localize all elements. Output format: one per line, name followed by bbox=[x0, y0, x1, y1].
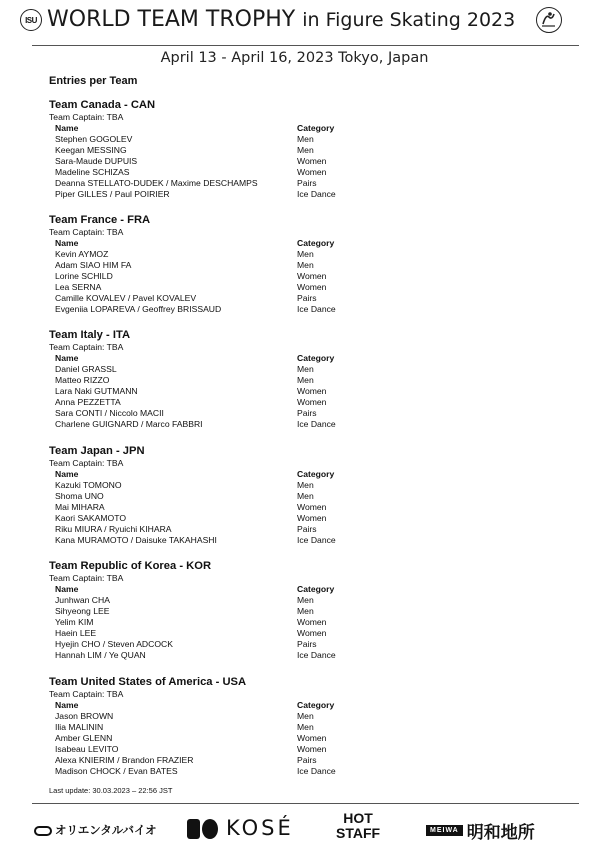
column-header-category: Category bbox=[297, 353, 335, 363]
table-row bbox=[49, 595, 449, 606]
entry-name: Hyejin CHO / Steven ADCOCK bbox=[55, 639, 173, 649]
entry-name: Lara Naki GUTMANN bbox=[55, 386, 138, 396]
entry-name: Haein LEE bbox=[55, 628, 97, 638]
team-captain: Team Captain: TBA bbox=[49, 573, 124, 583]
entry-category: Pairs bbox=[297, 408, 317, 418]
entry-name: Madeline SCHIZAS bbox=[55, 167, 130, 177]
table-row bbox=[49, 535, 449, 546]
hot-staff-line2: STAFF bbox=[336, 825, 381, 841]
entry-category: Ice Dance bbox=[297, 189, 336, 199]
entry-name: Sara CONTI / Niccolo MACII bbox=[55, 408, 164, 418]
team-captain: Team Captain: TBA bbox=[49, 458, 124, 468]
table-row bbox=[49, 282, 449, 293]
entry-category: Ice Dance bbox=[297, 419, 336, 429]
team-block bbox=[49, 214, 449, 315]
table-row bbox=[49, 491, 449, 502]
entry-name: Lea SERNA bbox=[55, 282, 102, 292]
team-name: Team France - FRA bbox=[49, 214, 151, 226]
table-row bbox=[49, 755, 449, 766]
entry-category: Men bbox=[297, 491, 314, 501]
table-row bbox=[49, 249, 449, 260]
oriental-bio-logo-icon bbox=[34, 826, 52, 836]
table-row bbox=[49, 628, 449, 639]
meiwa-box-text: MEIWA bbox=[426, 825, 463, 836]
table-row bbox=[49, 617, 449, 628]
team-captain: Team Captain: TBA bbox=[49, 689, 124, 699]
column-header-category: Category bbox=[297, 584, 335, 594]
table-row bbox=[49, 524, 449, 535]
entry-category: Ice Dance bbox=[297, 304, 336, 314]
column-header-name: Name bbox=[55, 353, 79, 363]
team-captain: Team Captain: TBA bbox=[49, 227, 124, 237]
entry-name: Madison CHOCK / Evan BATES bbox=[55, 766, 178, 776]
entry-category: Men bbox=[297, 260, 314, 270]
entry-name: Sihyeong LEE bbox=[55, 606, 110, 616]
entry-category: Men bbox=[297, 375, 314, 385]
meiwa-jp-text: 明和地所 bbox=[466, 823, 535, 842]
event-title bbox=[47, 5, 515, 35]
entry-category: Pairs bbox=[297, 178, 317, 188]
table-row bbox=[49, 167, 449, 178]
team-name: Team Italy - ITA bbox=[49, 329, 131, 341]
entry-category: Men bbox=[297, 480, 314, 490]
kose-logo-round-icon bbox=[202, 819, 218, 839]
table-row bbox=[49, 145, 449, 156]
column-header-category: Category bbox=[297, 123, 335, 133]
entry-name: Anna PEZZETTA bbox=[55, 397, 121, 407]
table-row bbox=[49, 397, 449, 408]
header-divider bbox=[32, 45, 579, 46]
table-row bbox=[49, 722, 449, 733]
table-row bbox=[49, 293, 449, 304]
entry-category: Women bbox=[297, 397, 327, 407]
entry-category: Men bbox=[297, 249, 314, 259]
team-captain: Team Captain: TBA bbox=[49, 112, 124, 122]
entry-name: Matteo RIZZO bbox=[55, 375, 110, 385]
entry-category: Men bbox=[297, 606, 314, 616]
team-block bbox=[49, 99, 449, 200]
entry-category: Pairs bbox=[297, 293, 317, 303]
sponsor-hot-staff bbox=[336, 811, 380, 841]
table-row bbox=[49, 513, 449, 524]
team-name: Team Republic of Korea - KOR bbox=[49, 560, 212, 572]
table-row bbox=[49, 408, 449, 419]
entry-name: Camille KOVALEV / Pavel KOVALEV bbox=[55, 293, 197, 303]
table-row bbox=[49, 156, 449, 167]
isu-logo-text: ISU bbox=[25, 15, 37, 25]
entry-name: Adam SIAO HIM FA bbox=[55, 260, 132, 270]
section-title: Entries per Team bbox=[49, 75, 138, 87]
team-name: Team United States of America - USA bbox=[49, 676, 247, 688]
column-header-category: Category bbox=[297, 469, 335, 479]
column-header-name: Name bbox=[55, 700, 79, 710]
entry-category: Women bbox=[297, 617, 327, 627]
entry-category: Women bbox=[297, 167, 327, 177]
entry-name: Kazuki TOMONO bbox=[55, 480, 122, 490]
column-header-name: Name bbox=[55, 469, 79, 479]
table-row bbox=[49, 733, 449, 744]
team-captain: Team Captain: TBA bbox=[49, 342, 124, 352]
entry-name: Hannah LIM / Ye QUAN bbox=[55, 650, 146, 660]
table-row bbox=[49, 304, 449, 315]
entry-category: Pairs bbox=[297, 755, 317, 765]
entry-category: Women bbox=[297, 513, 327, 523]
entry-name: Evgeniia LOPAREVA / Geoffrey BRISSAUD bbox=[55, 304, 222, 314]
column-header-name: Name bbox=[55, 584, 79, 594]
column-header-name: Name bbox=[55, 238, 79, 248]
entry-category: Ice Dance bbox=[297, 766, 336, 776]
last-update: Last update: 30.03.2023 – 22:56 JST bbox=[49, 786, 173, 795]
entry-category: Women bbox=[297, 156, 327, 166]
entry-category: Ice Dance bbox=[297, 535, 336, 545]
footer-divider bbox=[32, 803, 579, 804]
entry-name: Junhwan CHA bbox=[55, 595, 110, 605]
column-header-name: Name bbox=[55, 123, 79, 133]
table-row bbox=[49, 639, 449, 650]
entry-category: Men bbox=[297, 595, 314, 605]
table-row bbox=[49, 711, 449, 722]
oriental-bio-text: オリエンタルバイオ bbox=[55, 825, 157, 837]
column-header-category: Category bbox=[297, 238, 335, 248]
entry-name: Alexa KNIERIM / Brandon FRAZIER bbox=[55, 755, 194, 765]
entry-category: Men bbox=[297, 364, 314, 374]
table-row bbox=[49, 364, 449, 375]
entry-name: Kevin AYMOZ bbox=[55, 249, 109, 259]
entry-name: Kaori SAKAMOTO bbox=[55, 513, 126, 523]
event-title-sub: in Figure Skating 2023 bbox=[302, 9, 516, 31]
table-header-row bbox=[49, 238, 449, 249]
sponsor-meiwa bbox=[426, 818, 535, 843]
entry-category: Women bbox=[297, 628, 327, 638]
table-row bbox=[49, 502, 449, 513]
page-header bbox=[0, 0, 589, 46]
column-header-category: Category bbox=[297, 700, 335, 710]
sponsor-oriental-bio bbox=[34, 822, 157, 838]
team-name: Team Japan - JPN bbox=[49, 445, 145, 457]
entry-name: Mai MIHARA bbox=[55, 502, 105, 512]
entry-category: Women bbox=[297, 271, 327, 281]
entry-name: Jason BROWN bbox=[55, 711, 114, 721]
entry-category: Men bbox=[297, 145, 314, 155]
team-name: Team Canada - CAN bbox=[49, 99, 156, 111]
entry-name: Stephen GOGOLEV bbox=[55, 134, 133, 144]
entry-category: Ice Dance bbox=[297, 650, 336, 660]
hot-staff-line1: HOT bbox=[343, 810, 373, 826]
table-row bbox=[49, 178, 449, 189]
skater-logo-icon bbox=[536, 7, 562, 33]
table-header-row bbox=[49, 700, 449, 711]
entry-category: Pairs bbox=[297, 639, 317, 649]
table-row bbox=[49, 189, 449, 200]
entry-category: Men bbox=[297, 722, 314, 732]
table-row bbox=[49, 375, 449, 386]
entry-category: Women bbox=[297, 386, 327, 396]
event-title-main: WORLD TEAM TROPHY bbox=[47, 7, 296, 32]
entry-name: Keegan MESSING bbox=[55, 145, 127, 155]
table-row bbox=[49, 134, 449, 145]
entry-name: Yelim KIM bbox=[55, 617, 94, 627]
isu-logo-icon bbox=[20, 9, 42, 31]
entry-category: Women bbox=[297, 733, 327, 743]
entry-name: Kana MURAMOTO / Daisuke TAKAHASHI bbox=[55, 535, 217, 545]
entry-category: Women bbox=[297, 744, 327, 754]
team-block bbox=[49, 329, 449, 430]
entry-name: Shoma UNO bbox=[55, 491, 104, 501]
entry-name: Deanna STELLATO-DUDEK / Maxime DESCHAMPS bbox=[55, 178, 258, 188]
team-block bbox=[49, 676, 449, 777]
entry-category: Men bbox=[297, 711, 314, 721]
table-row bbox=[49, 650, 449, 661]
table-header-row bbox=[49, 584, 449, 595]
table-row bbox=[49, 419, 449, 430]
team-block bbox=[49, 445, 449, 546]
team-block bbox=[49, 560, 449, 661]
table-row bbox=[49, 744, 449, 755]
kose-logo-square-icon bbox=[187, 819, 200, 839]
table-row bbox=[49, 271, 449, 282]
entry-name: Piper GILLES / Paul POIRIER bbox=[55, 189, 170, 199]
entry-category: Men bbox=[297, 134, 314, 144]
table-row bbox=[49, 766, 449, 777]
entry-name: Riku MIURA / Ryuichi KIHARA bbox=[55, 524, 172, 534]
table-row bbox=[49, 386, 449, 397]
entry-name: Ilia MALININ bbox=[55, 722, 104, 732]
entry-name: Lorine SCHILD bbox=[55, 271, 113, 281]
entry-category: Pairs bbox=[297, 524, 317, 534]
table-header-row bbox=[49, 353, 449, 364]
event-dateline: April 13 - April 16, 2023 Tokyo, Japan bbox=[160, 50, 429, 66]
entry-name: Daniel GRASSL bbox=[55, 364, 117, 374]
sponsor-bar bbox=[0, 806, 589, 851]
sponsor-kose bbox=[187, 816, 294, 840]
table-row bbox=[49, 606, 449, 617]
entry-category: Women bbox=[297, 502, 327, 512]
entry-name: Isabeau LEVITO bbox=[55, 744, 119, 754]
entry-name: Sara-Maude DUPUIS bbox=[55, 156, 138, 166]
table-row bbox=[49, 260, 449, 271]
entry-name: Charlene GUIGNARD / Marco FABBRI bbox=[55, 419, 203, 429]
table-header-row bbox=[49, 123, 449, 134]
kose-text: KOSÉ bbox=[226, 816, 294, 840]
table-row bbox=[49, 480, 449, 491]
entry-name: Amber GLENN bbox=[55, 733, 113, 743]
entry-category: Women bbox=[297, 282, 327, 292]
table-header-row bbox=[49, 469, 449, 480]
